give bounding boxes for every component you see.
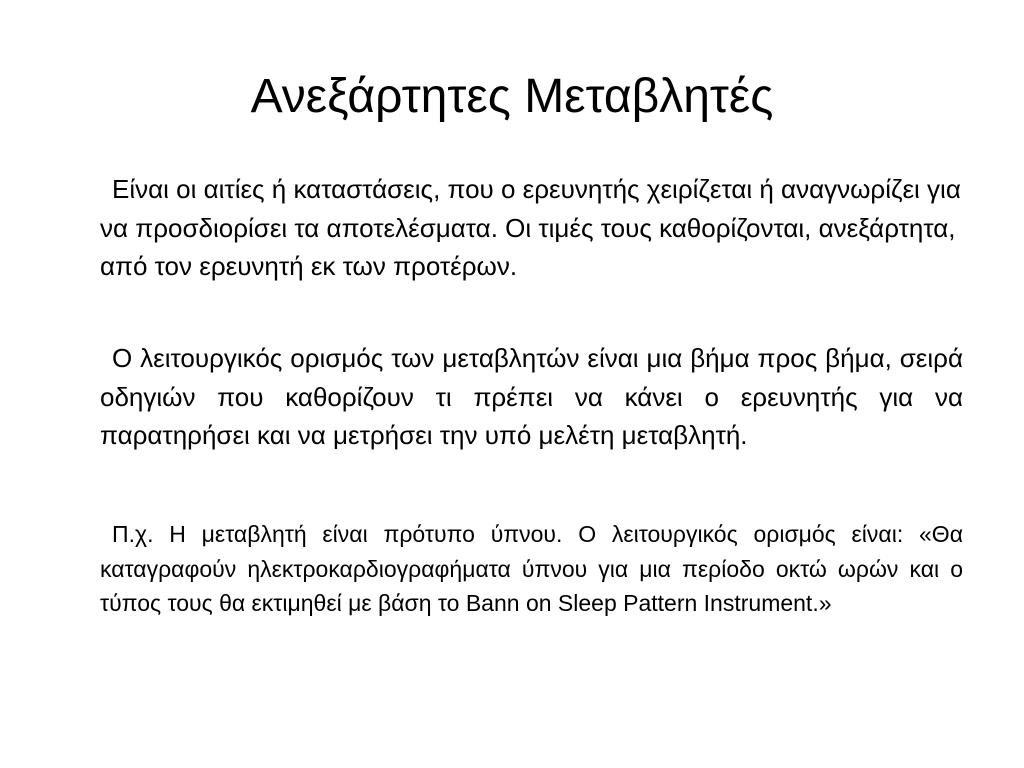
paragraph-example: Π.χ. Η μεταβλητή είναι πρότυπο ύπνου. Ο λειτουργικός ορισμός είναι: «Θα καταγραφούν ηλεκτροκαρδιογραφήματα ύπνου για μια περίοδο οκτώ ωρών και ο τύπος τους θα εκτιμηθεί με βάση το Bann on Sleep Pattern Instrument.» <box>100 521 963 616</box>
paragraph-independent-variables-definition: Είναι οι αιτίες ή καταστάσεις, που ο ερευνητής χειρίζεται ή αναγνωρίζει για να προσδιορίσει τα αποτελέσματα. Οι τιμές τους καθορίζονται, ανεξάρτητα, από τον ερευνητή εκ των προτέρων. <box>100 174 961 281</box>
slide-title: Ανεξάρτητες Μεταβλητές <box>250 70 774 123</box>
paragraph-operational-definition: Ο λειτουργικός ορισμός των μεταβλητών είναι μια βήμα προς βήμα, σειρά οδηγιών που καθορίζουν τι πρέπει να κάνει ο ερευνητής για να παρατηρήσει και να μετρήσει την υπό μελέτη μεταβλητή. <box>100 343 963 450</box>
